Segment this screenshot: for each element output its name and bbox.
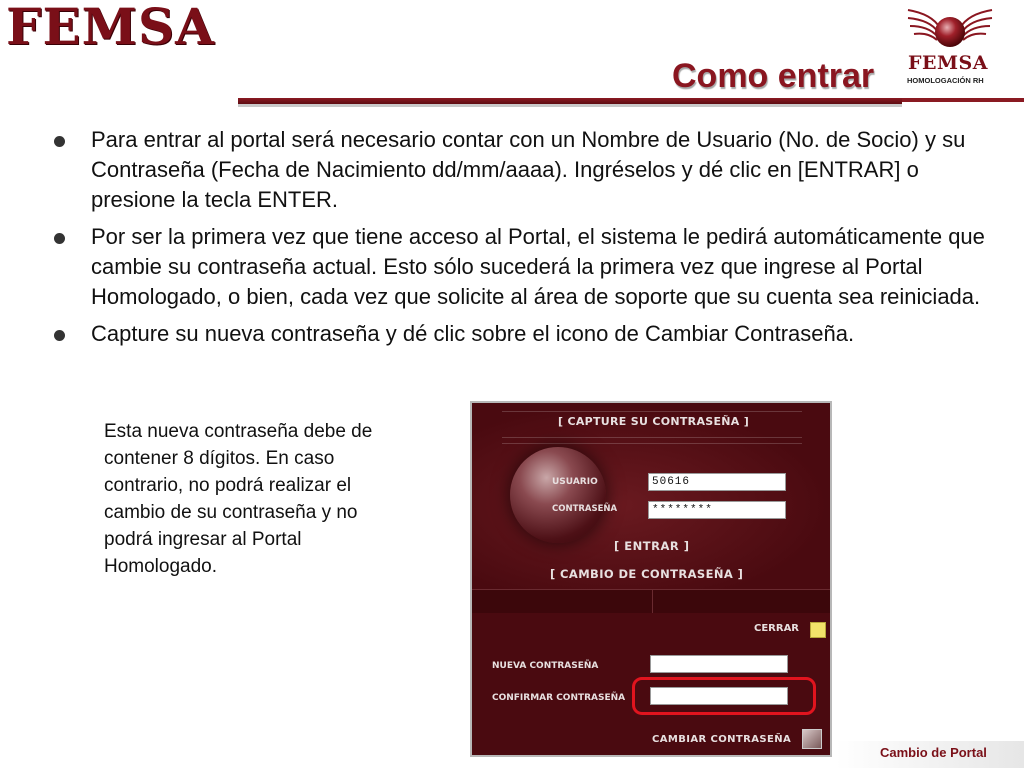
password-input[interactable]: ******** <box>648 501 786 519</box>
title-rule-right <box>902 98 1024 102</box>
list-item <box>54 125 999 215</box>
divider-line <box>652 590 653 614</box>
sphere-icon <box>510 447 606 543</box>
change-password-link[interactable]: [ CAMBIO DE CONTRASEÑA ] <box>550 567 744 581</box>
user-input[interactable]: 50616 <box>648 473 786 491</box>
list-item-text: Por ser la primera vez que tiene acceso al Portal, el sistema le pedirá automáticamente que cambie su contraseña actual. Esto sólo sucederá la primera vez que ingrese al Portal Homologado, o bien, cada vez que solicite al área de soporte que su cuenta sea reiniciada. <box>91 224 985 309</box>
list-item <box>54 319 999 349</box>
user-label: USUARIO <box>552 477 598 487</box>
divider-line <box>502 443 802 444</box>
enter-button[interactable]: [ ENTRAR ] <box>614 539 690 553</box>
bullet-icon <box>54 136 65 147</box>
close-icon[interactable] <box>810 622 826 638</box>
list-item <box>54 222 999 312</box>
highlight-ring <box>632 677 816 715</box>
new-password-label: NUEVA CONTRASEÑA <box>492 661 599 671</box>
password-label: CONTRASEÑA <box>552 504 618 514</box>
page-title: Como entrar <box>672 57 875 95</box>
change-password-button[interactable]: CAMBIAR CONTRASEÑA <box>652 734 792 745</box>
bullet-icon <box>54 330 65 341</box>
footer-label: Cambio de Portal <box>880 745 987 760</box>
instruction-list <box>54 125 999 356</box>
confirm-password-label: CONFIRMAR CONTRASEÑA <box>492 693 626 703</box>
bullet-icon <box>54 233 65 244</box>
portal-screenshot <box>470 401 832 757</box>
femsa-logo: FEMSA <box>6 0 215 56</box>
close-button[interactable]: CERRAR <box>754 623 800 634</box>
list-item-text: Capture su nueva contraseña y dé clic sobre el icono de Cambiar Contraseña. <box>91 321 855 346</box>
logo-brand-text: FEMSA <box>908 52 988 74</box>
sphere-wings-icon <box>904 2 996 54</box>
femsa-homologacion-logo <box>904 2 996 90</box>
divider-line <box>502 437 802 438</box>
title-rule-shadow <box>238 104 902 107</box>
change-password-icon[interactable] <box>802 729 822 749</box>
login-panel <box>472 403 830 589</box>
panel-divider <box>472 589 830 615</box>
capture-heading: [ CAPTURE SU CONTRASEÑA ] <box>558 415 750 428</box>
change-password-panel <box>472 613 830 755</box>
divider-line <box>502 411 802 412</box>
list-item-text: Para entrar al portal será necesario contar con un Nombre de Usuario (No. de Socio) y su Contraseña (Fecha de Nacimiento dd/mm/aaaa). Ingréselos y dé clic en [ENTRAR] o presione la tecla ENTER. <box>91 127 966 212</box>
logo-subtitle: HOMOLOGACIÓN RH <box>907 76 984 85</box>
password-note: Esta nueva contraseña debe de contener 8 dígitos. En caso contrario, no podrá realizar el cambio de su contraseña y no podrá ingresar al Portal Homologado. <box>104 421 373 577</box>
new-password-input[interactable] <box>650 655 788 673</box>
